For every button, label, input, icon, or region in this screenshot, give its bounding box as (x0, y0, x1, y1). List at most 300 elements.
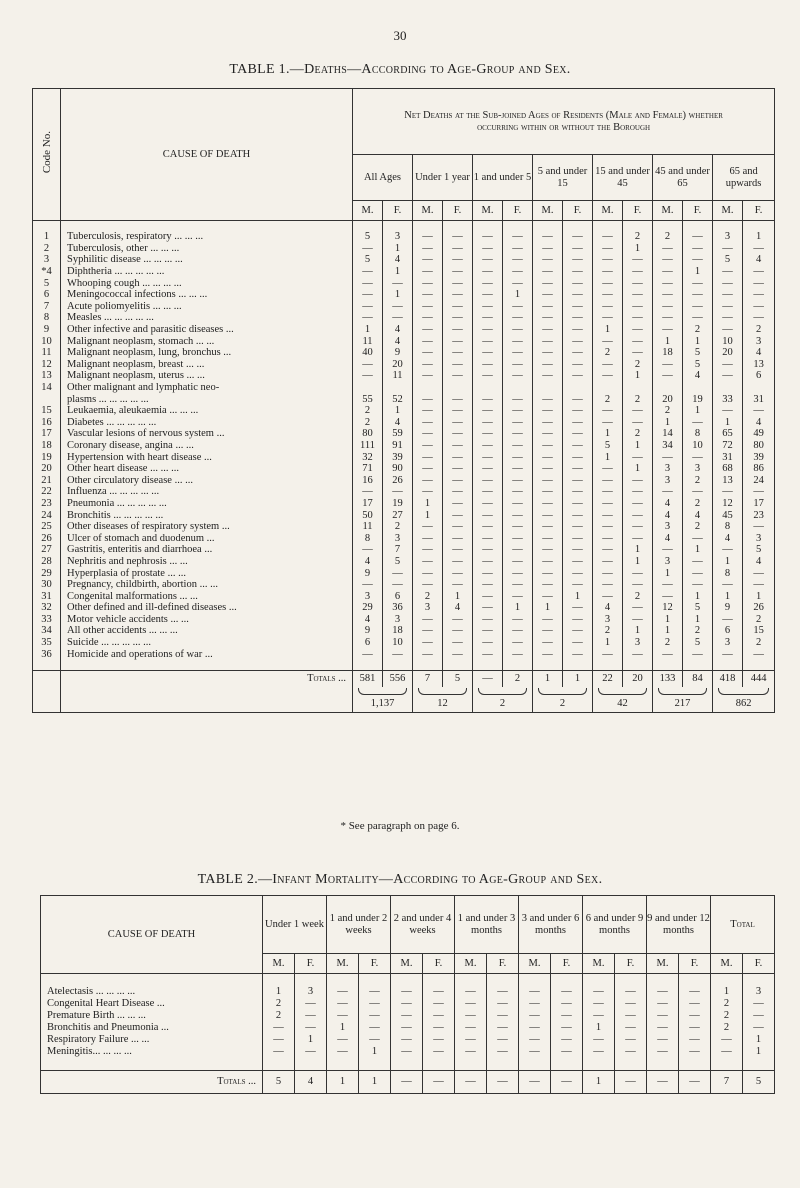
value-cell: 1 (711, 986, 743, 998)
value-cell: — (443, 266, 473, 278)
value-cell: — (443, 370, 473, 382)
value-cell: — (443, 486, 473, 498)
value-cell: — (519, 986, 551, 998)
value-cell: 11 (383, 370, 413, 382)
value-cell: — (413, 417, 443, 429)
code-cell: 8 (33, 312, 61, 324)
age-group-header: 15 and under 45 (593, 155, 653, 201)
value-cell: — (473, 590, 503, 602)
value-cell: — (623, 521, 653, 533)
value-cell: 1 (743, 1034, 775, 1046)
value-cell: — (713, 405, 743, 417)
value-cell: — (473, 602, 503, 614)
value-cell: 1 (623, 556, 653, 568)
value-cell: — (413, 370, 443, 382)
table-row (33, 509, 775, 521)
value-cell: — (443, 625, 473, 637)
value-cell: 4 (653, 532, 683, 544)
brace-mark (358, 688, 407, 695)
value-cell: 68 (713, 463, 743, 475)
code-cell: 16 (33, 417, 61, 429)
value-cell: 5 (683, 637, 713, 649)
value-cell: — (713, 277, 743, 289)
value-cell: 1 (383, 289, 413, 301)
value-cell: — (455, 1022, 487, 1034)
code-cell: 32 (33, 602, 61, 614)
value-cell: — (383, 277, 413, 289)
value-cell: 9 (353, 567, 383, 579)
value-cell: — (519, 998, 551, 1010)
value-cell: 11 (353, 335, 383, 347)
cause-cell: Suicide ... ... ... ... ... (61, 637, 353, 649)
value-cell: 7 (383, 544, 413, 556)
infant-age-group-header: 1 and under 3 months (455, 896, 519, 954)
value-cell: — (623, 266, 653, 278)
value-cell: — (533, 590, 563, 602)
value-cell: — (683, 556, 713, 568)
value-cell: — (647, 1010, 679, 1022)
value-cell: — (473, 405, 503, 417)
value-cell: — (443, 556, 473, 568)
value-cell: 1 (623, 625, 653, 637)
cause-cell: Motor vehicle accidents ... ... (61, 614, 353, 626)
value-cell: 1 (533, 602, 563, 614)
age-group-header: Under 1 year (413, 155, 473, 201)
value-cell: 17 (353, 498, 383, 510)
value-cell: — (455, 1046, 487, 1058)
value-cell: — (473, 556, 503, 568)
combined-total-value: 2 (499, 697, 506, 709)
value-cell: — (391, 998, 423, 1010)
value-cell: 2 (263, 998, 295, 1010)
value-cell: — (743, 289, 775, 301)
value-cell: — (623, 498, 653, 510)
value-cell: — (533, 451, 563, 463)
table-row (41, 998, 775, 1010)
value-cell: 1 (503, 289, 533, 301)
sex-male-header: M. (593, 201, 623, 221)
table-row (33, 532, 775, 544)
code-cell: 33 (33, 614, 61, 626)
value-cell: 90 (383, 463, 413, 475)
value-cell: 31 (713, 451, 743, 463)
value-cell: — (473, 231, 503, 243)
value-cell: — (563, 289, 593, 301)
value-cell: 2 (623, 590, 653, 602)
value-cell: 2 (623, 393, 653, 405)
value-cell: — (413, 312, 443, 324)
value-cell: — (473, 625, 503, 637)
value-cell: — (533, 579, 563, 591)
value-cell: 31 (743, 393, 775, 405)
value-cell: — (359, 1022, 391, 1034)
value-cell: — (359, 998, 391, 1010)
value-cell: — (295, 1010, 327, 1022)
value-cell: — (413, 637, 443, 649)
cause-cell: Malignant neoplasm, breast ... ... (61, 359, 353, 371)
value-cell: 1 (623, 370, 653, 382)
value-cell: 8 (683, 428, 713, 440)
code-cell: 27 (33, 544, 61, 556)
value-cell: — (593, 289, 623, 301)
value-cell: — (443, 474, 473, 486)
value-cell: 3 (653, 521, 683, 533)
value-cell: 4 (683, 370, 713, 382)
value-cell: — (615, 1034, 647, 1046)
value-cell: 4 (383, 254, 413, 266)
value-cell: 2 (743, 324, 775, 336)
value-cell: 5 (353, 254, 383, 266)
value-cell: 59 (383, 428, 413, 440)
value-cell: — (683, 451, 713, 463)
sex-female-header: F. (503, 201, 533, 221)
cause-cell: Hypertension with heart disease ... (61, 451, 353, 463)
cause-cell: Bronchitis ... ... ... ... ... (61, 509, 353, 521)
value-cell: 26 (743, 602, 775, 614)
value-cell: — (473, 347, 503, 359)
value-cell: — (623, 324, 653, 336)
value-cell: — (563, 393, 593, 405)
value-cell: — (593, 312, 623, 324)
value-cell: — (487, 986, 519, 998)
value-cell: — (473, 370, 503, 382)
value-cell: — (533, 347, 563, 359)
value-cell: — (713, 486, 743, 498)
value-cell: — (413, 614, 443, 626)
value-cell: — (295, 1046, 327, 1058)
value-cell: — (743, 266, 775, 278)
value-cell: 1 (713, 417, 743, 429)
value-cell: — (383, 579, 413, 591)
value-cell: — (473, 289, 503, 301)
value-cell: 1 (653, 567, 683, 579)
total-cell: 22 (593, 670, 623, 687)
value-cell: — (711, 1034, 743, 1046)
value-cell: — (503, 648, 533, 660)
value-cell: — (563, 451, 593, 463)
value-cell: — (623, 614, 653, 626)
table2-title (0, 872, 800, 888)
value-cell: — (683, 648, 713, 660)
value-cell: 15 (743, 625, 775, 637)
value-cell: 1 (413, 498, 443, 510)
value-cell: 2 (711, 1010, 743, 1022)
value-cell: 36 (383, 602, 413, 614)
value-cell: — (353, 359, 383, 371)
total-cell: 7 (413, 670, 443, 687)
value-cell: — (473, 417, 503, 429)
value-cell: — (503, 231, 533, 243)
page-number: 30 (393, 28, 407, 43)
value-cell: 5 (683, 359, 713, 371)
value-cell: 4 (353, 556, 383, 568)
value-cell: — (563, 335, 593, 347)
value-cell: — (263, 1022, 295, 1034)
value-cell: — (503, 556, 533, 568)
cause-cell: Ulcer of stomach and duodenum ... (61, 532, 353, 544)
value-cell: — (533, 532, 563, 544)
table-row (33, 277, 775, 289)
code-cell: 19 (33, 451, 61, 463)
value-cell: — (473, 509, 503, 521)
table-row (33, 614, 775, 626)
value-cell: 65 (713, 428, 743, 440)
value-cell: 32 (353, 451, 383, 463)
combined-total-cell (653, 687, 713, 713)
value-cell: — (683, 312, 713, 324)
value-cell: 1 (353, 324, 383, 336)
value-cell: — (443, 231, 473, 243)
code-cell: 23 (33, 498, 61, 510)
value-cell: 11 (353, 521, 383, 533)
table-row (33, 347, 775, 359)
value-cell (413, 382, 443, 394)
value-cell: — (413, 243, 443, 255)
value-cell: — (443, 579, 473, 591)
value-cell: — (455, 1034, 487, 1046)
cause-of-death-header-2: CAUSE OF DEATH (41, 896, 263, 974)
table-row (33, 474, 775, 486)
value-cell: — (533, 324, 563, 336)
sex-female-header: F. (743, 954, 775, 974)
value-cell: — (563, 440, 593, 452)
value-cell: — (653, 590, 683, 602)
value-cell: — (563, 301, 593, 313)
sex-male-header: M. (413, 201, 443, 221)
value-cell: — (711, 1046, 743, 1058)
sex-male-header: M. (583, 954, 615, 974)
value-cell: — (443, 254, 473, 266)
table-row (41, 1034, 775, 1046)
value-cell: — (583, 1034, 615, 1046)
value-cell: — (443, 417, 473, 429)
value-cell: — (563, 614, 593, 626)
value-cell: — (563, 312, 593, 324)
value-cell: — (533, 289, 563, 301)
value-cell: — (713, 544, 743, 556)
value-cell: 6 (713, 625, 743, 637)
value-cell: — (391, 1046, 423, 1058)
value-cell: — (473, 393, 503, 405)
value-cell: — (563, 463, 593, 475)
value-cell: 33 (713, 393, 743, 405)
value-cell: — (683, 243, 713, 255)
value-cell: 18 (653, 347, 683, 359)
value-cell: — (533, 277, 563, 289)
value-cell: 1 (653, 625, 683, 637)
value-cell: — (353, 312, 383, 324)
sex-female-header: F. (743, 201, 775, 221)
table-row (33, 335, 775, 347)
value-cell: — (353, 648, 383, 660)
value-cell: — (443, 637, 473, 649)
value-cell: — (443, 393, 473, 405)
value-cell: — (743, 277, 775, 289)
cause-cell: Tuberculosis, other ... ... ... (61, 243, 353, 255)
value-cell: — (443, 243, 473, 255)
cause-cell: Nephritis and nephrosis ... ... (61, 556, 353, 568)
total-cell: — (455, 1071, 487, 1094)
value-cell: — (743, 405, 775, 417)
value-cell: — (413, 567, 443, 579)
value-cell: — (503, 486, 533, 498)
value-cell: 1 (683, 266, 713, 278)
value-cell: 2 (711, 1022, 743, 1034)
value-cell: — (503, 521, 533, 533)
value-cell: — (593, 463, 623, 475)
value-cell: — (713, 324, 743, 336)
value-cell: 2 (623, 231, 653, 243)
table-row (33, 440, 775, 452)
value-cell: 72 (713, 440, 743, 452)
value-cell: — (487, 1022, 519, 1034)
value-cell: 8 (353, 532, 383, 544)
value-cell: — (413, 254, 443, 266)
code-cell: *4 (33, 266, 61, 278)
value-cell: — (423, 998, 455, 1010)
value-cell: — (503, 417, 533, 429)
value-cell: 3 (743, 986, 775, 998)
value-cell: — (653, 324, 683, 336)
value-cell: — (623, 532, 653, 544)
value-cell: — (295, 1022, 327, 1034)
table-row (33, 266, 775, 278)
value-cell: 5 (683, 347, 713, 359)
value-cell: — (413, 405, 443, 417)
table-row (33, 567, 775, 579)
combined-total-value: 42 (617, 697, 628, 709)
value-cell: — (683, 567, 713, 579)
value-cell: 5 (593, 440, 623, 452)
value-cell: — (455, 1010, 487, 1022)
value-cell: 91 (383, 440, 413, 452)
combined-total-value: 12 (437, 697, 448, 709)
value-cell: 4 (683, 509, 713, 521)
value-cell: — (533, 335, 563, 347)
value-cell: — (679, 1022, 711, 1034)
value-cell: — (413, 277, 443, 289)
value-cell: — (473, 637, 503, 649)
value-cell: 1 (683, 590, 713, 602)
value-cell: 49 (743, 428, 775, 440)
value-cell: — (413, 474, 443, 486)
value-cell: — (263, 1046, 295, 1058)
total-cell: 2 (503, 670, 533, 687)
value-cell: — (413, 625, 443, 637)
value-cell: 2 (683, 324, 713, 336)
value-cell: — (679, 1034, 711, 1046)
value-cell: — (487, 1034, 519, 1046)
value-cell: — (533, 231, 563, 243)
totals-label: Totals ... (41, 1071, 263, 1094)
value-cell: — (679, 1010, 711, 1022)
value-cell: — (443, 544, 473, 556)
value-cell: — (683, 231, 713, 243)
value-cell: — (623, 301, 653, 313)
value-cell: — (563, 648, 593, 660)
value-cell: — (353, 370, 383, 382)
sex-female-header: F. (295, 954, 327, 974)
value-cell: 1 (583, 1022, 615, 1034)
total-cell: 5 (743, 1071, 775, 1094)
value-cell: — (503, 579, 533, 591)
sex-male-header: M. (519, 954, 551, 974)
code-cell: 10 (33, 335, 61, 347)
value-cell: — (743, 521, 775, 533)
value-cell: — (473, 277, 503, 289)
value-cell: 4 (743, 417, 775, 429)
value-cell: — (503, 544, 533, 556)
value-cell: — (551, 1010, 583, 1022)
value-cell: 1 (263, 986, 295, 998)
value-cell: — (623, 405, 653, 417)
table-row (33, 498, 775, 510)
value-cell: — (563, 509, 593, 521)
value-cell: — (743, 1010, 775, 1022)
value-cell: — (623, 277, 653, 289)
value-cell: 1 (683, 335, 713, 347)
value-cell: 1 (383, 266, 413, 278)
value-cell: 3 (653, 474, 683, 486)
value-cell: — (503, 451, 533, 463)
value-cell: — (713, 359, 743, 371)
value-cell: 2 (683, 498, 713, 510)
value-cell: 4 (383, 324, 413, 336)
value-cell: — (647, 998, 679, 1010)
value-cell: — (413, 324, 443, 336)
value-cell: — (563, 231, 593, 243)
sex-male-header: M. (353, 201, 383, 221)
value-cell: — (443, 509, 473, 521)
value-cell: 18 (383, 625, 413, 637)
code-cell: 21 (33, 474, 61, 486)
value-cell: — (423, 1022, 455, 1034)
table-row (33, 301, 775, 313)
cause-cell: Diphtheria ... ... ... ... ... (61, 266, 353, 278)
total-cell: 581 (353, 670, 383, 687)
value-cell: 2 (743, 614, 775, 626)
value-cell: — (503, 637, 533, 649)
value-cell: 26 (383, 474, 413, 486)
value-cell: 1 (359, 1046, 391, 1058)
value-cell: 1 (593, 324, 623, 336)
value-cell: — (413, 521, 443, 533)
value-cell: — (653, 451, 683, 463)
value-cell: — (593, 359, 623, 371)
value-cell: 1 (683, 405, 713, 417)
value-cell: — (413, 231, 443, 243)
total-cell: 1 (327, 1071, 359, 1094)
value-cell: 3 (623, 637, 653, 649)
table-row (33, 359, 775, 371)
code-cell: 6 (33, 289, 61, 301)
value-cell: 5 (683, 602, 713, 614)
value-cell: — (551, 1034, 583, 1046)
value-cell: — (743, 648, 775, 660)
value-cell: — (563, 602, 593, 614)
cause-cell: Diabetes ... ... ... ... ... (61, 417, 353, 429)
value-cell: — (503, 532, 533, 544)
value-cell: — (533, 405, 563, 417)
value-cell: — (503, 498, 533, 510)
value-cell: — (533, 625, 563, 637)
value-cell: 1 (623, 440, 653, 452)
age-group-header: All Ages (353, 155, 413, 201)
value-cell: 5 (383, 556, 413, 568)
value-cell: — (563, 347, 593, 359)
table-row (33, 544, 775, 556)
value-cell: — (623, 509, 653, 521)
